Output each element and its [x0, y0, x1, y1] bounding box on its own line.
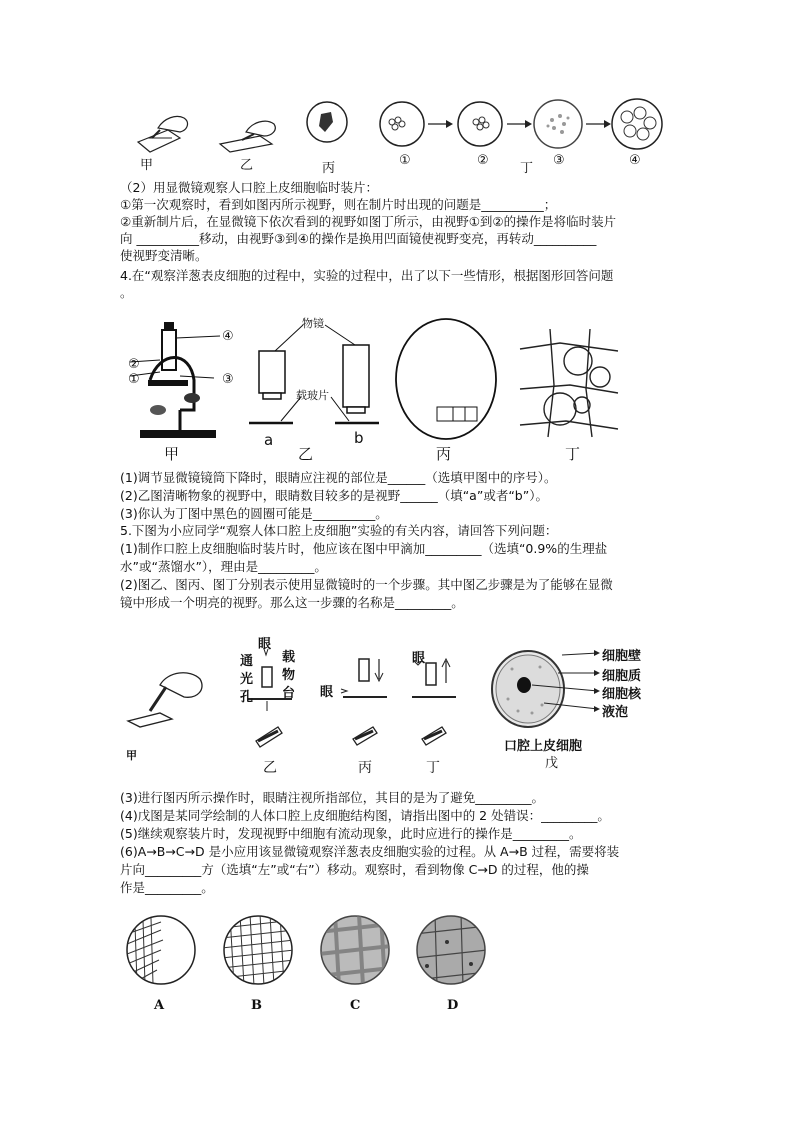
q5-line-2: (1)制作口腔上皮细胞临时装片时，他应该在图中甲滴加_________（选填“0.9%的生理盐 — [120, 541, 608, 556]
label-jia-q4: 甲 — [164, 445, 180, 463]
coverslip-illustration — [216, 106, 286, 156]
view-bing-oval — [393, 317, 503, 447]
q5-line-9: (6)A→B→C→D 是小应用该显微镜观察洋葱表皮细胞实验的过程。从 A→B 过程，需要将装 — [120, 844, 620, 859]
label-wu: 戊 — [545, 756, 559, 771]
q5-ding-microscope — [410, 645, 470, 775]
view-ding-2 — [456, 100, 504, 148]
view-label-a: A — [154, 998, 165, 1013]
label-n3: ③ — [222, 372, 234, 387]
label-xibaobi: 细胞壁 — [602, 649, 642, 664]
label-bing-q4: 丙 — [436, 445, 452, 463]
q3-line-5: 使视野变清晰。 — [120, 248, 208, 263]
label-tongguangkong: 通光孔 — [240, 654, 254, 705]
view-label-d: D — [447, 998, 459, 1013]
label-xibaozhi: 细胞质 — [602, 669, 642, 684]
view-label-b: B — [251, 998, 262, 1013]
q4-line-2: 。 — [120, 285, 133, 300]
label-yan-2: 眼 — [320, 685, 334, 700]
q4-line-5: (3)你认为丁图中黑色的圆圈可能是__________。 — [120, 506, 388, 521]
label-xibaohe: 细胞核 — [602, 687, 642, 702]
q5-line-5: 镜中形成一个明亮的视野。那么这一步骤的名称是_________。 — [120, 595, 464, 610]
arrow-3-icon — [586, 119, 612, 129]
q3-line-3: ②重新制片后，在显微镜下依次看到的视野如图丁所示，由视野①到②的操作是将临时装片 — [120, 214, 617, 229]
label-a: a — [264, 431, 274, 449]
q3-line-2: ①第一次观察时，看到如图丙所示视野，则在制片时出现的问题是__________； — [120, 197, 557, 212]
q4-line-1: 4.在“观察洋葱表皮细胞的过程中，实验的过程中，出了以下一些情形，根据图形回答问题 — [120, 268, 614, 283]
view-d — [415, 914, 487, 986]
label-zaibopian: 载玻片 — [296, 389, 329, 402]
q5-bing-microscope — [335, 645, 395, 775]
label-n2: ② — [128, 357, 140, 372]
q5-line-8: (5)继续观察装片时，发现视野中细胞有流动现象，此时应进行的操作是_________。 — [120, 826, 582, 841]
q4-line-4: (2)乙图清晰物象的视野中，眼睛数目较多的是视野______（填“a”或者“b”）。 — [120, 488, 548, 503]
label-yepao: 液泡 — [602, 705, 629, 720]
label-jia: 甲 — [140, 158, 154, 173]
view-label-c: C — [350, 998, 361, 1013]
label-n1: ① — [128, 372, 140, 387]
label-wujing: 物镜 — [302, 317, 324, 330]
q5-figure — [0, 625, 794, 785]
view-bing-circle — [305, 100, 349, 144]
q5-line-10: 片向_________方（选填“左”或“右”）移动。观察时，看到物像 C→D 的过程，他的操 — [120, 862, 589, 877]
label-circle-4: ④ — [629, 153, 641, 168]
q5-line-3: 水”或“蒸馏水”），理由是_________。 — [120, 559, 327, 574]
q5-line-11: 作是_________。 — [120, 880, 214, 895]
label-ding: 丁 — [520, 161, 534, 176]
label-yi: 乙 — [240, 158, 254, 173]
arrow-2-icon — [507, 119, 533, 129]
label-yan-1: 眼 — [258, 637, 272, 652]
view-ding-4 — [610, 97, 664, 151]
label-bing-q5: 丙 — [358, 760, 372, 776]
q4-figure — [0, 305, 794, 465]
q4-line-3: (1)调节显微镜镜筒下降时，眼睛应注视的部位是______（选填甲图中的序号）。 — [120, 470, 557, 485]
label-bing: 丙 — [322, 161, 336, 176]
label-circle-3: ③ — [553, 153, 565, 168]
label-ding-q5: 丁 — [426, 760, 440, 776]
label-yi-q4: 乙 — [298, 445, 314, 463]
view-a — [125, 914, 197, 986]
view-ding-3 — [532, 98, 584, 150]
arrow-1-icon — [428, 119, 454, 129]
label-jia-q5: 甲 — [126, 749, 137, 762]
q5-line-4: (2)图乙、图丙、图丁分别表示使用显微镜时的一个步骤。其中图乙步骤是为了能够在显微 — [120, 577, 613, 592]
q5-line-1: 5.下图为小应同学“观察人体口腔上皮细胞”实验的有关内容，请回答下列问题： — [120, 523, 558, 538]
label-ding-q4: 丁 — [565, 445, 581, 463]
label-b: b — [354, 429, 364, 447]
label-n4: ④ — [222, 329, 234, 344]
view-ding-cells — [520, 329, 620, 439]
label-circle-1: ① — [399, 153, 411, 168]
view-b — [222, 914, 294, 986]
view-ding-1 — [378, 100, 426, 148]
q3-line-1: （2）用显微镜观察人口腔上皮细胞临时装片： — [120, 180, 378, 195]
abcd-views — [0, 910, 794, 1020]
objective-lenses-illustration — [245, 315, 395, 435]
q5-line-6: (3)进行图丙所示操作时，眼睛注视所指部位，其目的是为了避免_________。 — [120, 790, 544, 805]
q5-line-7: (4)戊图是某同学绘制的人体口腔上皮细胞结构图，请指出图中的 2 处错误：_________。 — [120, 808, 610, 823]
label-yi-q5: 乙 — [263, 760, 277, 776]
label-zaiwutai: 载物台 — [282, 650, 296, 701]
label-circle-2: ② — [477, 153, 489, 168]
label-yan-3: 眼 — [412, 651, 426, 666]
figure-top-row — [0, 0, 794, 180]
hand-dropper-illustration — [128, 108, 198, 158]
view-c — [319, 914, 391, 986]
label-cell-caption: 口腔上皮细胞 — [504, 739, 583, 754]
q3-line-4: 向 __________移动，由视野③到④的操作是换用凹面镜使视野变亮，再转动__________ — [120, 231, 597, 246]
